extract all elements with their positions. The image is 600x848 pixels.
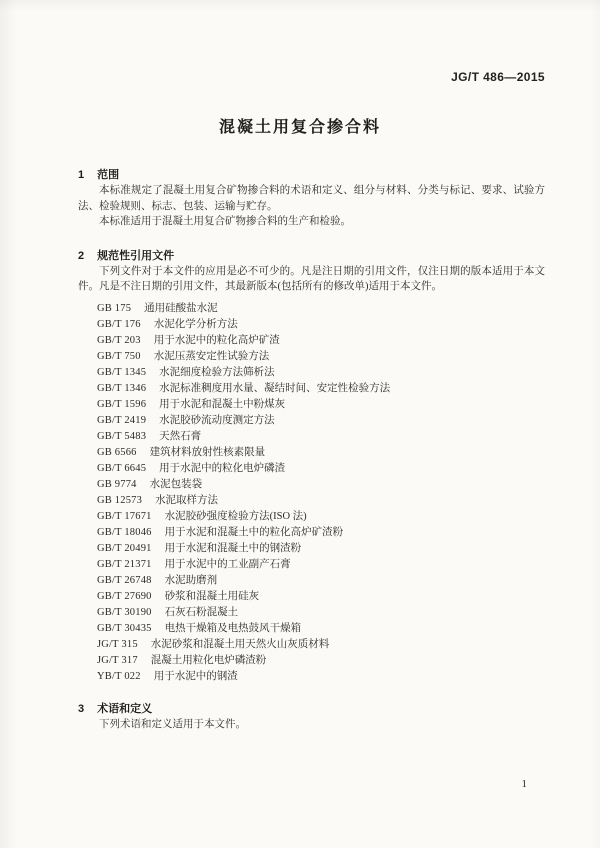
reference-item	[97, 381, 545, 397]
section-heading-terms-definitions	[78, 702, 545, 717]
reference-code: GB 6566	[97, 446, 137, 458]
reference-code: GB/T 1596	[97, 398, 147, 410]
reference-title: 用于水泥和混凝土中粉煤灰	[159, 398, 286, 410]
reference-item	[97, 333, 545, 349]
reference-item	[97, 509, 545, 525]
reference-item	[97, 493, 545, 509]
reference-item	[97, 637, 545, 653]
reference-title: 混凝土用粒化电炉磷渣粉	[150, 654, 267, 666]
reference-item	[97, 669, 545, 685]
reference-title: 用于水泥和混凝土中的粒化高炉矿渣粉	[164, 526, 344, 538]
reference-code: GB/T 1346	[97, 382, 147, 394]
reference-code: GB/T 203	[97, 334, 141, 346]
reference-code: JG/T 317	[97, 654, 138, 666]
reference-code: GB/T 20491	[97, 542, 152, 554]
reference-title: 天然石膏	[159, 430, 202, 442]
reference-code: GB/T 30190	[97, 606, 152, 618]
reference-code: GB/T 26748	[97, 574, 152, 586]
paragraph: 下列术语和定义适用于本文件。	[99, 718, 246, 730]
reference-item	[97, 477, 545, 493]
reference-item	[97, 317, 545, 333]
reference-title: 水泥取样方法	[155, 494, 219, 506]
reference-title: 用于水泥中的钢渣	[153, 670, 238, 682]
section-number: 3	[78, 702, 85, 715]
reference-title: 水泥细度检验方法筛析法	[159, 366, 275, 378]
reference-code: GB/T 30435	[97, 622, 152, 634]
reference-code: YB/T 022	[97, 670, 141, 682]
reference-code: GB/T 5483	[97, 430, 147, 442]
section-number: 1	[78, 169, 85, 181]
section-title: 术语和定义	[97, 702, 153, 715]
reference-title: 水泥助磨剂	[164, 574, 218, 586]
reference-item	[97, 397, 545, 413]
reference-item	[97, 349, 545, 365]
section-title: 范围	[97, 169, 120, 181]
reference-title: 石灰石粉混凝土	[164, 606, 239, 618]
reference-item	[97, 445, 545, 461]
reference-item	[97, 365, 545, 381]
reference-title: 电热干燥箱及电热鼓风干燥箱	[164, 622, 302, 634]
reference-code: GB/T 176	[97, 318, 141, 330]
reference-code: GB 175	[97, 302, 132, 314]
paragraph: 本标准规定了混凝土用复合矿物掺合料的术语和定义、组分与材料、分类与标记、要求、试验方法、检验规则、标志、包装、运输与贮存。	[78, 185, 545, 212]
reference-item	[97, 525, 545, 541]
reference-title: 建筑材料放射性核素限量	[149, 446, 266, 458]
reference-item	[97, 621, 545, 637]
reference-item	[97, 573, 545, 589]
reference-title: 用于水泥中的粒化高炉矿渣	[153, 334, 280, 346]
reference-title: 用于水泥和混凝土中的钢渣粉	[164, 542, 302, 554]
reference-item	[97, 541, 545, 557]
reference-title: 砂浆和混凝土用硅灰	[164, 590, 260, 602]
reference-title: 水泥标准稠度用水量、凝结时间、安定性检验方法	[159, 382, 391, 394]
reference-code: GB/T 17671	[97, 510, 152, 522]
reference-code: GB/T 2419	[97, 414, 147, 426]
page-number: 1	[521, 778, 527, 790]
reference-code: JG/T 315	[97, 638, 138, 650]
reference-item	[97, 589, 545, 605]
reference-item	[97, 413, 545, 429]
section-heading-normative-references	[78, 249, 545, 264]
reference-title: 水泥包装袋	[149, 478, 203, 490]
section-heading-scope	[78, 168, 545, 183]
reference-item	[97, 429, 545, 445]
reference-code: GB/T 750	[97, 350, 141, 362]
paragraph: 本标准适用于混凝土用复合矿物掺合料的生产和检验。	[99, 216, 351, 227]
reference-title: 用于水泥中的粒化电炉磷渣	[159, 462, 286, 474]
references-list	[78, 301, 545, 685]
reference-item	[97, 461, 545, 477]
reference-title: 水泥化学分析方法	[153, 318, 238, 330]
reference-title: 用于水泥中的工业副产石膏	[164, 558, 291, 570]
reference-code: GB/T 18046	[97, 526, 152, 538]
reference-title: 水泥胶砂流动度测定方法	[159, 414, 275, 426]
reference-title: 水泥砂浆和混凝土用天然火山灰质材料	[150, 638, 330, 650]
reference-code: GB/T 27690	[97, 590, 152, 602]
section-title: 规范性引用文件	[97, 249, 175, 262]
reference-title: 水泥胶砂强度检验方法(ISO 法)	[164, 510, 307, 522]
reference-code: GB 9774	[97, 478, 137, 490]
reference-code: GB/T 6645	[97, 462, 147, 474]
reference-item	[97, 653, 545, 669]
paragraph: 下列文件对于本文件的应用是必不可少的。凡是注日期的引用文件，仅注日期的版本适用于本文件。凡是不注日期的引用文件，其最新版本(包括所有的修改单)适用于本文件。	[78, 265, 545, 292]
reference-title: 水泥压蒸安定性试验方法	[153, 350, 270, 362]
reference-item	[97, 557, 545, 573]
standard-code: JG/T 486—2015	[451, 70, 545, 84]
document-title: 混凝土用复合掺合料	[218, 119, 381, 136]
section-number: 2	[78, 249, 85, 262]
document-body	[78, 168, 545, 732]
reference-code: GB/T 1345	[97, 366, 147, 378]
reference-code: GB 12573	[97, 494, 143, 506]
reference-title: 通用硅酸盐水泥	[144, 302, 218, 314]
reference-item	[97, 605, 545, 621]
reference-item	[97, 301, 545, 317]
reference-code: GB/T 21371	[97, 558, 152, 570]
